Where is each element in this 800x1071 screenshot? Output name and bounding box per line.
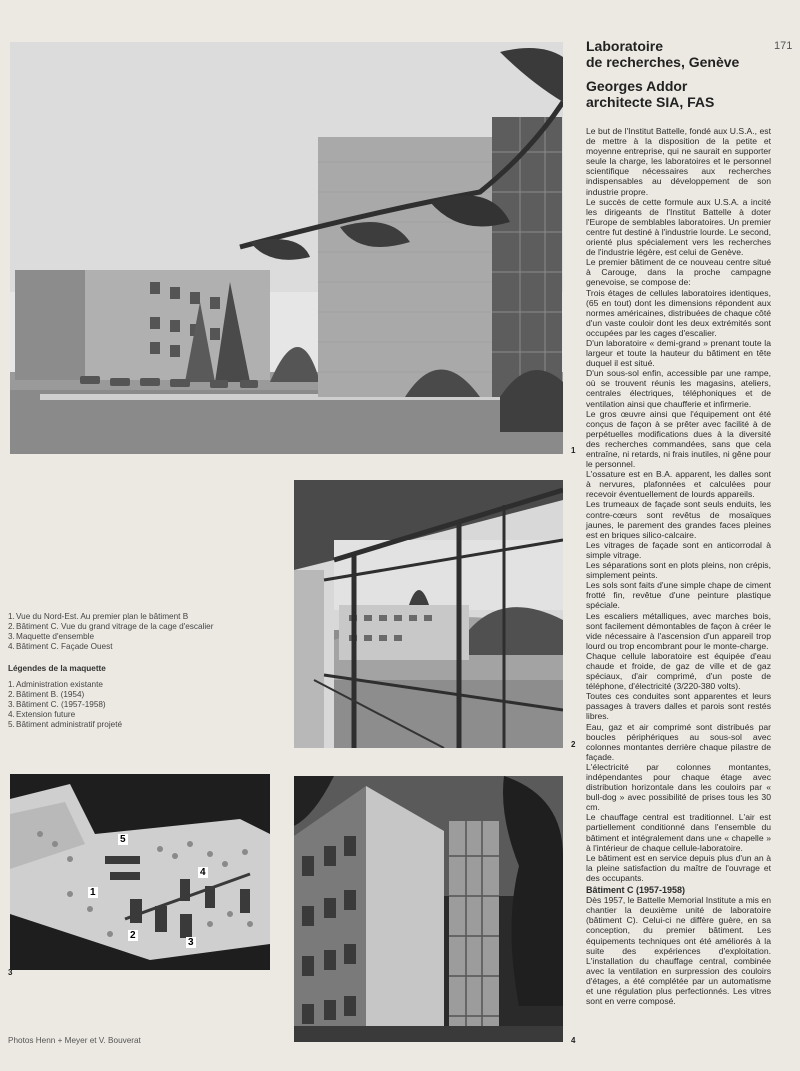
paragraph: Le premier bâtiment de ce nouveau centre situé à Carouge, dans la proche campagne genevoise, se compose de: xyxy=(586,257,771,288)
model-label-3: 3 xyxy=(188,937,194,948)
legend-item: 1. Administration existante xyxy=(8,680,103,689)
paragraph: Dès 1957, le Battelle Memorial Institute a mis en chantier la deuxième unité de laboratoire (bâtiment C). Celui-ci ne diffère guère, en sa conception, du premier bâtiment. Les équipements techniques ont été améliorés à la suite des expériences d'exploitation. L'installation du chauffage central, combinée avec la ventilation en surpression des couloirs d'étages, a été complétée par un automatisme et une régulation plus perfectionnés. Les vitres sont en verre composé. xyxy=(586,895,771,1007)
caption-item: 4. Bâtiment C. Façade Ouest xyxy=(8,642,113,651)
caption-item: 3. Maquette d'ensemble xyxy=(8,632,95,641)
paragraph: L'électricité par colonnes montantes, indépendantes pour chaque étage avec distribution horizontale dans les couloirs par « bull-dog » avec possibilité de prises tous les 30 cm. xyxy=(586,761,771,813)
title-line-1: Laboratoire xyxy=(586,38,664,54)
paragraph: Trois étages de cellules laboratoires identiques, (65 en tout) dont les dimensions répondent aux normes américaines, distribuées de chaque côté d'un vaste couloir dont les deux extrémités sont occupées par les cages d'escalier. xyxy=(586,287,771,338)
model-label-1: 1 xyxy=(90,887,96,898)
article-body xyxy=(586,126,771,1006)
photo-site-model xyxy=(10,774,270,970)
paragraph: Les vitrages de façade sont en anticorrodal à simple vitrage. xyxy=(586,539,771,560)
legend-title: Légendes de la maquette xyxy=(8,664,106,673)
caption-item: 2. Bâtiment C. Vue du grand vitrage de la cage d'escalier xyxy=(8,622,214,631)
legend-item: 5. Bâtiment administratif projeté xyxy=(8,720,123,729)
paragraph: Chaque cellule laboratoire est équipée d'eau chaude et froide, de gaz de ville et de gaz spéciaux, d'air comprimé, d'un poste de téléphone, d'électricité (3/220-380 volts). xyxy=(586,650,771,692)
paragraph: D'un sous-sol enfin, accessible par une rampe, où se trouvent réunis les magasins, ateliers, centrales électriques, téléphoniques et de ventilation ainsi que chaufferie et infirmerie. xyxy=(586,368,771,409)
paragraph: Le succès de cette formule aux U.S.A. a incité les dirigeants de l'Institut Battelle à doter l'Europe de semblables laboratoires. Un premier centre fut destiné à l'industrie lourde. Le second, orienté plus spécialement vers les recherches de l'industrie légère, est celui de Genève. xyxy=(586,196,771,258)
model-label-4: 4 xyxy=(200,867,206,878)
paragraph: D'un laboratoire « demi-grand » prenant toute la largeur et toute la hauteur du bâtiment en tête duquel il est situé. xyxy=(586,337,771,369)
photo-west-facade xyxy=(294,776,563,1042)
legend-item: 4. Extension future xyxy=(8,710,76,719)
paragraph: Les escaliers métalliques, avec marches bois, sont facilement démontables de façon à créer le vide nécessaire à l'ascension d'un appareil trop lourd ou trop encombrant pour le monte-charge. xyxy=(586,610,771,651)
figure-number-1: 1 xyxy=(571,446,576,455)
model-label-2: 2 xyxy=(130,930,136,941)
paragraph: L'ossature est en B.A. apparent, les dalles sont à nervures, plafonnées et calculées pour recevoir éventuellement de lourds appareils. xyxy=(586,469,771,500)
photo-credit: Photos Henn + Meyer et V. Bouverat xyxy=(8,1036,141,1045)
author-name: Georges Addor xyxy=(586,78,688,94)
photo-stair-glazing xyxy=(294,480,563,748)
legend-item: 2. Bâtiment B. (1954) xyxy=(8,690,85,699)
figure-captions xyxy=(8,612,288,730)
author-role: architecte SIA, FAS xyxy=(586,94,715,110)
paragraph: Le chauffage central est traditionnel. L'air est partiellement conditionné dans l'ensemble du bâtiment et intégralement dans une « chapelle » à l'intérieur de chaque cellule-laboratoire. xyxy=(586,812,771,853)
figure-number-4: 4 xyxy=(571,1036,576,1045)
title-line-2: de recherches, Genève xyxy=(586,54,740,70)
photo-exterior-north-east xyxy=(10,42,563,454)
page-number: 171 xyxy=(774,40,793,52)
paragraph: Les trumeaux de façade sont seuls enduits, les contre-cœurs sont revêtus de mosaïques jaunes, le parement des grandes faces pleines est en briques silico-calcaire. xyxy=(586,499,771,540)
caption-item: 1. Vue du Nord-Est. Au premier plan le bâtiment B xyxy=(8,612,189,621)
model-label-5: 5 xyxy=(120,834,126,845)
legend-item: 3. Bâtiment C. (1957-1958) xyxy=(8,700,106,709)
paragraph: Les séparations sont en plots pleins, non crépis, simplement peints. xyxy=(586,560,771,581)
subheading-batiment-c: Bâtiment C (1957-1958) xyxy=(586,885,686,896)
figure-number-2: 2 xyxy=(571,740,576,749)
figure-number-3: 3 xyxy=(8,968,13,977)
article-title-block xyxy=(586,38,776,110)
paragraph: Eau, gaz et air comprimé sont distribués par boucles périphériques au sous-sol avec colonnes montantes derrière chaque pilastre de façade. xyxy=(586,721,771,762)
paragraph: Toutes ces conduites sont apparentes et leurs passages à travers dalles et parois sont restés libres. xyxy=(586,691,771,722)
paragraph: Le but de l'Institut Battelle, fondé aux U.S.A., est de mettre à la disposition de la petite et moyenne entreprise, qui ne saurait en supporter seule la charge, les laboratoires et le personnel scientifique nécessaires aux recherches indispensables au développement de son industrie propre. xyxy=(586,126,771,197)
paragraph: Le bâtiment est en service depuis plus d'un an à la pleine satisfaction du maître de l'ouvrage et des occupants. xyxy=(586,852,771,883)
paragraph: Le gros œuvre ainsi que l'équipement ont été conçus de façon à se prêter avec facilité à de perpétuelles modifications dues à la diversité des recherches commandées, sans que cela entraîne, ni retards, ni frais inutiles, ni gêne pour le personnel. xyxy=(586,408,771,470)
paragraph: Les sols sont faits d'une simple chape de ciment frotté fin, revêtue d'une peinture plastique spéciale. xyxy=(586,580,771,611)
